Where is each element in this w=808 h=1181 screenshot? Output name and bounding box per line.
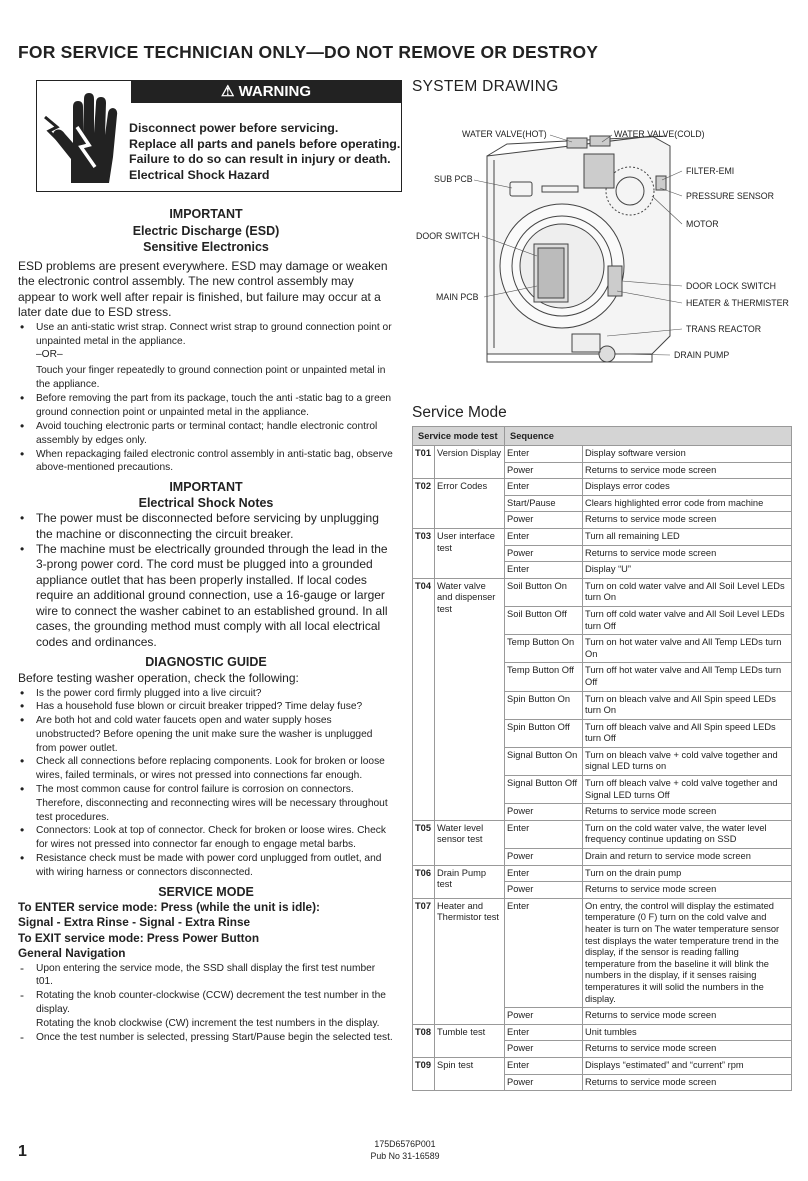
- pub-number: Pub No 31-16589: [370, 1151, 440, 1161]
- sequence-action: Enter: [505, 820, 583, 848]
- sequence-result: Display “U”: [583, 562, 792, 579]
- system-drawing: [412, 96, 792, 386]
- test-name: Spin test: [435, 1057, 505, 1090]
- table-header-sequence: Sequence: [505, 427, 792, 446]
- label-trans-reactor: TRANS REACTOR: [686, 324, 762, 334]
- table-row: [413, 1057, 792, 1074]
- list-item: [18, 989, 394, 1030]
- general-navigation-heading: General Navigation: [18, 946, 126, 961]
- test-name: Tumble test: [435, 1024, 505, 1057]
- sequence-result: Turn all remaining LED: [583, 528, 792, 545]
- list-item: • When repackaging failed electronic control assembly in anti-static bag, observe above-mentioned precautions.: [18, 448, 394, 476]
- sequence-result: Drain and return to service mode screen: [583, 849, 792, 866]
- sequence-result: Displays error codes: [583, 479, 792, 496]
- warning-line: Failure to do so can result in injury or death.: [129, 152, 391, 166]
- esd-heading-line: Sensitive Electronics: [143, 240, 269, 254]
- sequence-result: Returns to service mode screen: [583, 1008, 792, 1025]
- label-water-valve-hot: WATER VALVE(HOT): [462, 129, 547, 139]
- table-row: [413, 479, 792, 496]
- warning-line: Electrical Shock Hazard: [129, 167, 270, 182]
- page-number: 1: [18, 1143, 27, 1160]
- list-item: • Use an anti-static wrist strap. Connect wrist strap to ground connection point or unpainted metal in the appliance.: [18, 321, 394, 349]
- enter-sequence: Signal - Extra Rinse - Signal - Extra Rinse: [18, 915, 251, 930]
- list-item: • The power must be disconnected before servicing by unplugging the machine or disconnecting the circuit breaker.: [18, 511, 394, 542]
- shock-list: [18, 511, 394, 650]
- warning-header: [131, 81, 401, 103]
- page-title: FOR SERVICE TECHNICIAN ONLY—DO NOT REMOVE OR DESTROY: [18, 42, 599, 62]
- table-body: [413, 446, 792, 1091]
- list-item: • Are both hot and cold water faucets open and water supply hoses unobstructed? Before opening the unit make sure the washer is unplugged from power outlet.: [18, 714, 394, 755]
- table-row: [413, 1024, 792, 1041]
- sequence-action: Power: [505, 1008, 583, 1025]
- list-item: • Check all connections before replacing components. Look for broken or loose wires, failed terminals, or wires not pressed into connections far enough.: [18, 755, 394, 783]
- sequence-action: Signal Button Off: [505, 776, 583, 804]
- table-header-test: Service mode test: [413, 427, 505, 446]
- test-name: Version Display: [435, 446, 505, 479]
- test-number: T08: [413, 1024, 435, 1057]
- test-name: Error Codes: [435, 479, 505, 529]
- sequence-result: Turn off bleach valve + cold valve together and Signal LED turns Off: [583, 776, 792, 804]
- or-separator: –OR–: [36, 349, 63, 361]
- test-name: Drain Pump test: [435, 865, 505, 898]
- service-mode-table: [412, 426, 792, 1091]
- sequence-result: Turn on bleach valve + cold valve together and signal LED turns on: [583, 747, 792, 775]
- sequence-result: Turn on the drain pump: [583, 865, 792, 882]
- test-number: T06: [413, 865, 435, 898]
- test-name: Heater and Thermistor test: [435, 898, 505, 1024]
- label-filter-emi: FILTER-EMI: [686, 166, 735, 176]
- washer-illustration: [412, 96, 792, 386]
- sequence-result: Turn on the cold water valve, the water level frequency continue updating on SSD: [583, 820, 792, 848]
- diagnostic-list: [18, 687, 394, 880]
- table-row: [413, 446, 792, 463]
- test-number: T09: [413, 1057, 435, 1090]
- sequence-action: Power: [505, 882, 583, 899]
- diagnostic-heading: DIAGNOSTIC GUIDE: [145, 654, 267, 669]
- sequence-action: Soil Button Off: [505, 606, 583, 634]
- table-row: [413, 898, 792, 1007]
- list-item: • Is the power cord firmly plugged into a live circuit?: [18, 687, 394, 701]
- esd-intro: ESD problems are present everywhere. ESD may damage or weaken the electronic control assembly. The new control assembly may appear to work well after repair is finished, but failure may occur at a later date due to ESD stress.: [18, 258, 388, 320]
- list-item: - Upon entering the service mode, the SSD shall display the first test number t01.: [18, 962, 394, 990]
- label-door-switch: DOOR SWITCH: [416, 231, 480, 241]
- sequence-result: Turn on cold water valve and All Soil Level LEDs turn On: [583, 578, 792, 606]
- sequence-action: Temp Button Off: [505, 663, 583, 691]
- warning-text: [129, 121, 400, 183]
- test-name: User interface test: [435, 528, 505, 578]
- sequence-result: Turn on bleach valve and All Spin speed LEDs turn On: [583, 691, 792, 719]
- electrical-shock-hand-icon: [43, 87, 125, 187]
- test-number: T03: [413, 528, 435, 578]
- table-row: [413, 865, 792, 882]
- sequence-action: Enter: [505, 1057, 583, 1074]
- sequence-result: Returns to service mode screen: [583, 1041, 792, 1058]
- sequence-action: Enter: [505, 1024, 583, 1041]
- table-row: [413, 578, 792, 606]
- label-main-pcb: MAIN PCB: [436, 292, 479, 302]
- sequence-action: Spin Button Off: [505, 719, 583, 747]
- label-sub-pcb: SUB PCB: [434, 174, 473, 184]
- sequence-result: Displays “estimated” and “current” rpm: [583, 1057, 792, 1074]
- sequence-result: Returns to service mode screen: [583, 1074, 792, 1091]
- esd-list-2: [18, 392, 394, 475]
- test-name: Water valve and dispenser test: [435, 578, 505, 820]
- esd-heading-line: IMPORTANT: [169, 207, 243, 221]
- warning-line: Disconnect power before servicing.: [129, 121, 339, 135]
- test-name: Water level sensor test: [435, 820, 505, 865]
- sequence-action: Power: [505, 462, 583, 479]
- test-number: T02: [413, 479, 435, 529]
- footer-codes: [360, 1138, 450, 1162]
- test-number: T05: [413, 820, 435, 865]
- shock-heading: [18, 479, 394, 511]
- sequence-action: Soil Button On: [505, 578, 583, 606]
- esd-heading: [18, 206, 394, 256]
- warning-label: WARNING: [238, 83, 312, 100]
- esd-touch-text: Touch your finger repeatedly to ground connection point or unpainted metal in the appliance.: [36, 365, 386, 391]
- part-number: 175D6576P001: [374, 1139, 436, 1149]
- sequence-action: Enter: [505, 865, 583, 882]
- sequence-action: Power: [505, 804, 583, 821]
- warning-box: [36, 80, 402, 192]
- service-mode-table-title: Service Mode: [412, 404, 507, 421]
- list-item: • Before removing the part from its package, touch the anti -static bag to a green ground connection point or unpainted metal in the appliance.: [18, 392, 394, 420]
- label-motor: MOTOR: [686, 219, 719, 229]
- esd-list: [18, 321, 394, 349]
- sequence-action: Power: [505, 512, 583, 529]
- list-item: • The most common cause for control failure is corrosion on connectors. Therefore, disconnecting and reconnecting wires will be necessary throughout test procedures.: [18, 783, 394, 824]
- sequence-action: Temp Button On: [505, 635, 583, 663]
- sequence-result: On entry, the control will display the estimated temperature (0 F) turn on the cold valve and heater is turn on The water temperature sensor test displays the water temperature trend in the display, if the sensor is reading falling temperature from the baseline it will blink the numbers in the display, if it senses raising temperatures it will solid the numbers in the display.: [583, 898, 792, 1007]
- sequence-result: Returns to service mode screen: [583, 804, 792, 821]
- esd-heading-line: Electric Discharge (ESD): [132, 223, 280, 238]
- sequence-result: Display software version: [583, 446, 792, 463]
- shock-heading-line: IMPORTANT: [169, 480, 243, 495]
- sequence-action: Enter: [505, 479, 583, 496]
- sequence-result: Returns to service mode screen: [583, 882, 792, 899]
- table-row: [413, 528, 792, 545]
- sequence-action: Enter: [505, 898, 583, 1007]
- sequence-action: Enter: [505, 528, 583, 545]
- list-item: • Resistance check must be made with power cord unplugged from outlet, and with wiring harness or connectors disconnected.: [18, 852, 394, 880]
- sequence-action: Signal Button On: [505, 747, 583, 775]
- sequence-result: Returns to service mode screen: [583, 512, 792, 529]
- sequence-result: Turn off bleach valve and All Spin speed LEDs turn Off: [583, 719, 792, 747]
- list-item: • Has a household fuse blown or circuit breaker tripped? Time delay fuse?: [18, 700, 394, 714]
- label-drain-pump: DRAIN PUMP: [674, 350, 730, 360]
- table-row: [413, 820, 792, 848]
- diagnostic-intro: Before testing washer operation, check the following:: [18, 670, 299, 685]
- list-item: • Avoid touching electronic parts or terminal contact; handle electronic control assembly by edges only.: [18, 420, 394, 448]
- left-column: [18, 80, 401, 1044]
- navigation-list: [18, 962, 394, 1045]
- service-mode-heading: SERVICE MODE: [158, 884, 254, 899]
- warning-triangle-icon: ⚠: [220, 83, 235, 100]
- sequence-result: Turn off cold water valve and All Soil Level LEDs turn Off: [583, 606, 792, 634]
- sequence-result: Turn off hot water valve and All Temp LEDs turn Off: [583, 663, 792, 691]
- sequence-result: Turn on hot water valve and All Temp LEDs turn On: [583, 635, 792, 663]
- sequence-result: Unit tumbles: [583, 1024, 792, 1041]
- sequence-result: Clears highlighted error code from machine: [583, 495, 792, 512]
- list-item: • The machine must be electrically grounded through the lead in the 3-prong power cord. The cord must be plugged into a grounded appliance outlet that has been properly installed. If local codes require an additional ground connection, use a 16-gauge or larger wire to connect the washer cabinet to an established ground. In all cases, the grounding method must comply with all local electrical codes and ordinances.: [18, 542, 394, 650]
- list-item-text: - Rotating the knob counter-clockwise (CCW) decrement the test number in the display.: [36, 990, 386, 1016]
- sequence-result: Returns to service mode screen: [583, 462, 792, 479]
- sequence-action: Power: [505, 849, 583, 866]
- sequence-action: Power: [505, 545, 583, 562]
- shock-heading-line: Electrical Shock Notes: [138, 496, 274, 511]
- sequence-action: Power: [505, 1041, 583, 1058]
- sequence-action: Power: [505, 1074, 583, 1091]
- sequence-action: Enter: [505, 446, 583, 463]
- test-number: T01: [413, 446, 435, 479]
- warning-line: Replace all parts and panels before operating.: [129, 136, 401, 151]
- list-item-text: Rotating the knob clockwise (CW) increment the test numbers in the display.: [36, 1017, 380, 1029]
- test-number: T07: [413, 898, 435, 1024]
- sequence-action: Start/Pause: [505, 495, 583, 512]
- label-water-valve-cold: WATER VALVE(COLD): [614, 129, 705, 139]
- sequence-action: Enter: [505, 562, 583, 579]
- label-door-lock-switch: DOOR LOCK SWITCH: [686, 281, 776, 291]
- label-pressure-sensor: PRESSURE SENSOR: [686, 191, 774, 201]
- right-column: [412, 78, 792, 1091]
- system-drawing-title: SYSTEM DRAWING: [412, 78, 559, 95]
- sequence-action: Spin Button On: [505, 691, 583, 719]
- test-number: T04: [413, 578, 435, 820]
- enter-instruction: To ENTER service mode: Press (while the unit is idle):: [18, 899, 320, 914]
- sequence-result: Returns to service mode screen: [583, 545, 792, 562]
- list-item: - Once the test number is selected, pressing Start/Pause begin the selected test.: [18, 1031, 394, 1045]
- list-item: • Connectors: Look at top of connector. Check for broken or loose wires. Check for wires not pressed into connector far enough to engage metal barbs.: [18, 824, 394, 852]
- label-heater-thermister: HEATER & THERMISTER: [686, 298, 789, 308]
- exit-instruction: To EXIT service mode: Press Power Button: [18, 930, 260, 945]
